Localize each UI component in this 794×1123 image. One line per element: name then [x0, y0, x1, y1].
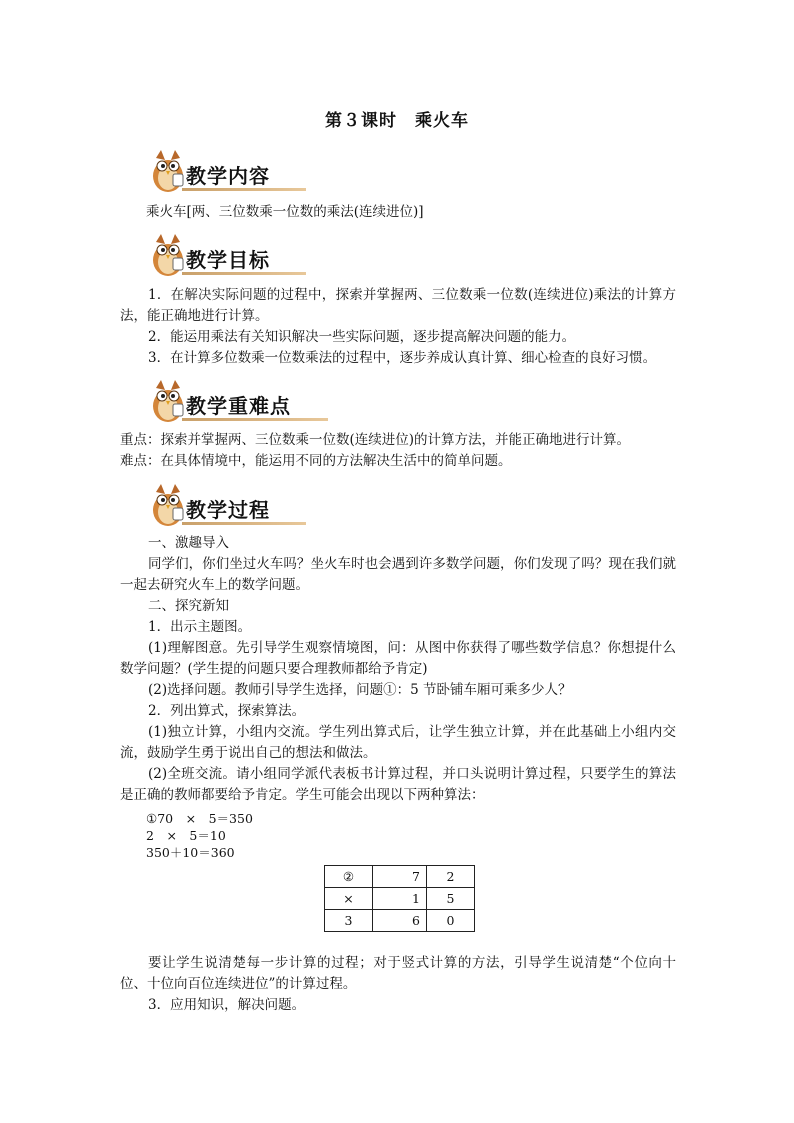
heading-underline [182, 188, 306, 191]
process-substep: 2．列出算式，探索算法。 [148, 703, 306, 719]
page-title [0, 106, 794, 131]
section-heading-process [148, 482, 448, 528]
section-heading-text: 教学过程 [186, 498, 270, 522]
key-point: 重点：探索并掌握两、三位数乘一位数(连续进位)的计算方法，并能正确地进行计算。 [120, 432, 631, 448]
process-paragraph: 要让学生说清楚每一步计算的过程；对于竖式计算的方法，引导学生说清楚“个位向十位、十位向百位连续进位”的计算过程。 [120, 955, 676, 992]
process-substep: 3．应用知识，解决问题。 [148, 997, 306, 1013]
process-paragraph: 同学们，你们坐过火车吗？坐火车时也会遇到许多数学问题，你们发现了吗？现在我们就一起去研究火车上的数学问题。 [120, 556, 676, 593]
process-paragraph: (1)独立计算，小组内交流。学生列出算式后，让学生独立计算，并在此基础上小组内交流，鼓励学生勇于说出自己的想法和做法。 [120, 724, 676, 761]
process-step-heading: 一、激趣导入 [148, 535, 229, 551]
goal-item-1: 1．在解决实际问题的过程中，探索并掌握两、三位数乘一位数(连续进位)乘法的计算方法，能正确地进行计算。 [120, 287, 676, 324]
table-row [325, 866, 475, 888]
table-cell: 6 [373, 910, 427, 932]
table-cell: 1 [373, 888, 427, 910]
process-substep: 1．出示主题图。 [148, 619, 252, 635]
table-cell: 3 [325, 910, 373, 932]
table-cell: ② [325, 866, 373, 888]
section-heading-keypoints [148, 378, 448, 424]
table-cell: 0 [427, 910, 475, 932]
lesson-name: 乘火车 [415, 111, 469, 131]
section-heading-text: 教学重难点 [186, 394, 291, 418]
section-heading-goals [148, 232, 448, 278]
process-paragraph: (2)全班交流。请小组同学派代表板书计算过程，并口头说明计算过程，只要学生的算法是正确的教师都要给予肯定。学生可能会出现以下两种算法： [120, 766, 676, 803]
table-cell: × [325, 888, 373, 910]
heading-underline [182, 418, 328, 421]
process-step-heading: 二、探究新知 [148, 598, 229, 614]
table-row [325, 910, 475, 932]
section-heading-text: 教学目标 [186, 248, 270, 272]
section-heading-content [148, 148, 448, 194]
calc-line: ①70 × 5＝350 [146, 811, 253, 826]
table-row [325, 888, 475, 910]
goal-item-3: 3．在计算多位数乘一位数乘法的过程中，逐步养成认真计算、细心检查的良好习惯。 [148, 350, 657, 366]
lesson-number: 第３课时 [325, 111, 397, 131]
content-text: 乘火车[两、三位数乘一位数的乘法(连续进位)] [146, 204, 424, 220]
heading-underline [182, 272, 306, 275]
section-heading-text: 教学内容 [186, 164, 270, 188]
heading-underline [182, 522, 306, 525]
table-cell: 2 [427, 866, 475, 888]
table-cell: 5 [427, 888, 475, 910]
goal-item-2: 2．能运用乘法有关知识解决一些实际问题，逐步提高解决问题的能力。 [148, 329, 576, 345]
process-paragraph: (1)理解图意。先引导学生观察情境图，问：从图中你获得了哪些数学信息？你想提什么数学问题？(学生提的问题只要合理教师都给予肯定) [120, 640, 676, 677]
calc-line: 350＋10＝360 [146, 845, 235, 860]
vertical-calculation-table [324, 865, 475, 932]
difficult-point: 难点：在具体情境中，能运用不同的方法解决生活中的简单问题。 [120, 453, 512, 469]
calc-line: 2 × 5＝10 [146, 828, 226, 843]
process-paragraph: (2)选择问题。教师引导学生选择，问题①：5 节卧铺车厢可乘多少人？ [148, 682, 572, 698]
table-cell: 7 [373, 866, 427, 888]
